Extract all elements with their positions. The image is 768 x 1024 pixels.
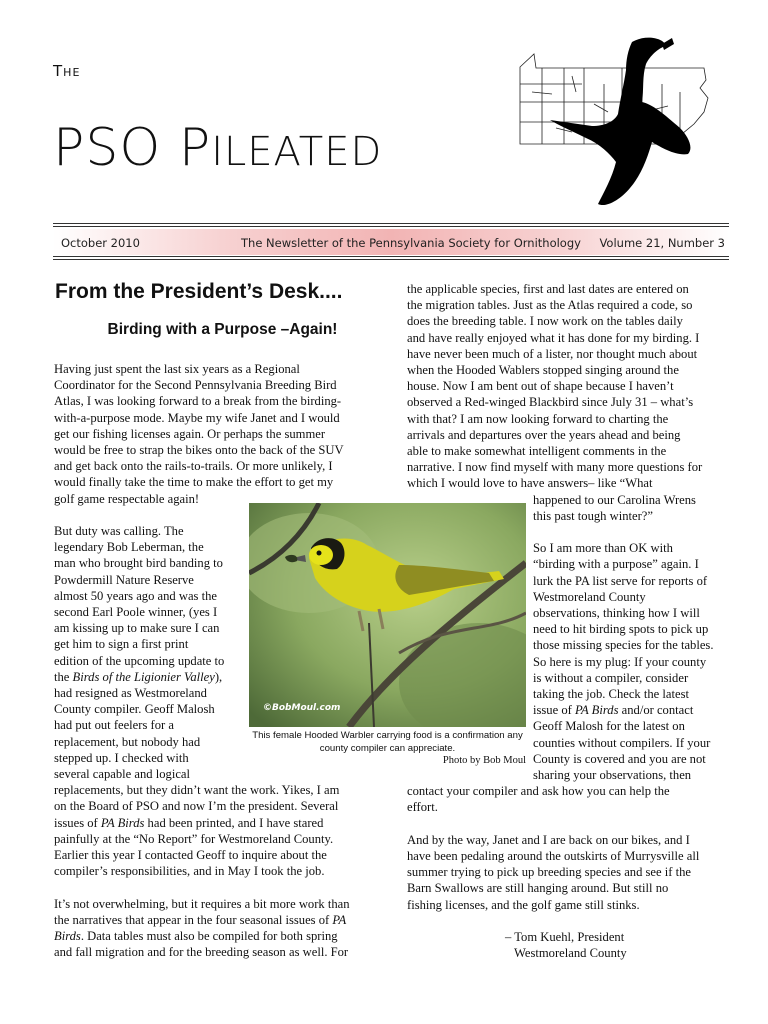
text-line: So I am more than OK with (533, 541, 673, 556)
text-line: able to make somewhat intelligent comments in the (407, 444, 667, 459)
text-line: Birds. Data tables must also be compiled for both spring (54, 929, 338, 944)
text-line: edition of the upcoming update to (54, 653, 225, 668)
photo-caption: This female Hooded Warbler carrying food is a confirmation any county compiler can appreciate. (252, 730, 523, 754)
text-line: But duty was calling. The (54, 524, 184, 539)
text-line: fishing licenses, and the golf game still stinks. (407, 897, 640, 912)
text-line: the migration tables. Just as the Atlas required a code, so (407, 298, 693, 313)
text-line: and have really enjoyed what it has done for my birding. I (407, 330, 700, 345)
banner-tagline: The Newsletter of the Pennsylvania Society for Ornithology (241, 236, 581, 250)
text-line: So here is my plug: If your county (533, 654, 707, 669)
text-line: narrative. I now find myself with many more questions for (407, 460, 703, 475)
text-line: have been pedaling around the outskirts of Murrysville all (407, 849, 700, 864)
text-line: observations, thinking how I will (533, 606, 700, 621)
banner-bottom-rule (53, 256, 729, 257)
masthead-title: PSO PILEATED (53, 118, 383, 178)
text-line: house. Now I am bent out of shape because I haven’t (407, 379, 674, 394)
banner-top-rule-2 (53, 226, 729, 227)
text-line: those missing species for the tables. (533, 638, 714, 653)
text-line: arrivals and departures over the years ahead and being (407, 427, 681, 442)
warbler-photo (249, 503, 526, 727)
text-line: Having just spent the last six years as a Regional (54, 362, 300, 376)
text-line: had resigned as Westmoreland (54, 686, 207, 701)
text-line: would be free to strap the bikes onto the back of the SUV (54, 443, 344, 458)
article-subtitle: Birding with a Purpose –Again! (107, 321, 338, 338)
text-line: issues of PA Birds had been printed, and I have stared (54, 815, 324, 830)
text-line: several capable and logical (54, 767, 191, 782)
text-line: County compiler. Geoff Malosh (54, 702, 215, 717)
signature-county: Westmoreland County (514, 946, 627, 961)
text-line: and fall migration and for the breeding season as well. For (54, 945, 349, 960)
text-line: does the breeding table. I now work on the tables daily (407, 314, 683, 329)
text-line: observed a Red-winged Blackbird since July 31 – what’s (407, 395, 694, 410)
text-line: get our fishing licenses again. Or perhaps the summer (54, 426, 326, 441)
text-line: on the Board of PSO and now I’m the president. Several (54, 799, 339, 814)
text-line: man who brought bird banding to (54, 556, 223, 571)
text-line: Westmoreland County (533, 589, 646, 604)
banner (53, 229, 729, 255)
text-line: counties without compilers. If your (533, 735, 711, 750)
text-line: Powdermill Nature Reserve (54, 572, 194, 587)
text-line: the applicable species, first and last dates are entered on (407, 282, 689, 296)
text-line: replacements, but they didn’t want the work. Yikes, I am (54, 783, 340, 798)
text-line: issue of PA Birds and/or contact (533, 703, 694, 718)
text-line: have never been much of a lister, nor thought much about (407, 346, 698, 361)
article-title: From the President’s Desk.... (55, 280, 343, 303)
text-line: Geoff Malosh for the latest on (533, 719, 685, 734)
text-line: with that? I am now looking forward to charting the (407, 411, 669, 426)
text-line: Barn Swallows are still hanging around. But still no (407, 881, 669, 896)
text-line: lurk the PA list serve for reports of (533, 573, 708, 588)
pso-logo (512, 32, 712, 212)
text-line: compiler’s responsibilities, and in May I took the job. (54, 864, 325, 879)
text-line: when the Hooded Wablers stopped singing around the (407, 363, 679, 378)
text-line: effort. (407, 800, 438, 815)
banner-date: October 2010 (61, 236, 140, 250)
text-line: It’s not overwhelming, but it requires a bit more work than (54, 896, 350, 911)
text-line: the Birds of the Ligionier Valley), (54, 669, 223, 684)
text-line: am kissing up to make sure I can (54, 621, 220, 636)
text-line: “birding with a purpose” again. I (533, 557, 699, 572)
text-line: painfully at the “No Report” for Westmoreland County. (54, 831, 334, 846)
text-line: replacement, but nobody had (54, 734, 201, 749)
book-title: Birds of the Ligionier Valley (72, 669, 215, 684)
text-line: And by the way, Janet and I are back on our bikes, and I (407, 832, 690, 847)
text-line: golf game respectable again! (54, 491, 200, 506)
signature-name: – Tom Kuehl, President (505, 930, 625, 945)
text-line: sharing your observations, then (533, 768, 692, 783)
text-line: second Earl Poole winner, (yes I (54, 605, 218, 620)
woodpecker-silhouette (550, 38, 690, 205)
text-line: taking the job. Check the latest (533, 687, 689, 702)
text-line: this past tough winter?” (533, 508, 653, 523)
text-line: Atlas, I was looking forward to a break from the birding- (54, 394, 342, 409)
text-line: which I would love to have answers– like “What (407, 476, 653, 491)
text-line: would finally take the time to make the effort to get my (54, 475, 334, 490)
text-line: the narratives that appear in the four seasonal issues of PA (54, 912, 347, 927)
text-line: is without a compiler, consider (533, 670, 689, 685)
text-line: summer trying to pick up breeding species and see if the (407, 865, 691, 880)
text-line: stepped up. I checked with (54, 750, 189, 765)
text-line: had put out feelers for a (54, 718, 174, 733)
masthead-the: THE (53, 62, 81, 80)
text-line: contact your compiler and ask how you can help the (407, 784, 670, 799)
banner-volume: Volume 21, Number 3 (599, 236, 725, 250)
text-line: get him to sign a first print (54, 637, 189, 652)
text-line: County is covered and you are not (533, 751, 706, 766)
photo-credit: Photo by Bob Moul (442, 755, 526, 766)
banner-top-rule (53, 223, 729, 224)
text-line: need to hit birding spots to pick up (533, 622, 709, 637)
text-line: and get back onto the rails-to-trails. Or more unlikely, I (54, 459, 333, 474)
photo-watermark: ©BobMoul.com (263, 703, 341, 713)
text-line: legendary Bob Leberman, the (54, 540, 204, 555)
text-line: with-a-purpose mode. Maybe my wife Janet and I would (54, 410, 340, 425)
text-line: Earlier this year I contacted Geoff to inquire about the (54, 848, 327, 863)
text-line: happened to our Carolina Wrens (533, 492, 696, 507)
text-line: Coordinator for the Second Pennsylvania Breeding Bird (54, 378, 337, 393)
banner-bottom-rule-2 (53, 259, 729, 260)
text-line: almost 50 years ago and was the (54, 588, 217, 603)
